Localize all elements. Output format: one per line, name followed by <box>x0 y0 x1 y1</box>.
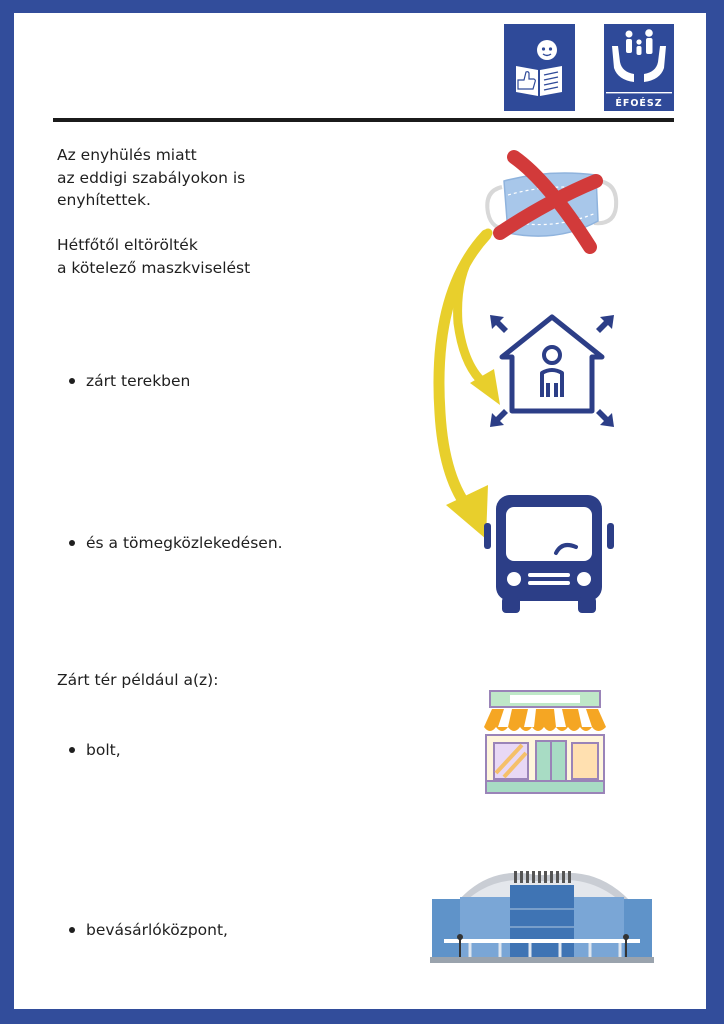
easy-read-icon <box>504 24 575 111</box>
example-heading: Zárt tér például a(z): <box>57 671 219 689</box>
house-person-icon <box>488 309 618 429</box>
bus-icon <box>484 493 614 617</box>
easy-read-logo <box>504 24 575 111</box>
page <box>14 13 706 1009</box>
intro-text: Az enyhülés miatt az eddigi szabályokon is enyhítettek. Hétfőtől eltörölték a kötelező maszkviselést <box>57 146 251 277</box>
bullet-closed-spaces: zárt terekben <box>69 370 190 392</box>
bullet-shop: bolt, <box>69 739 121 761</box>
bullet-public-transport: és a tömegközlekedésen. <box>69 532 283 554</box>
bullet-shopping-mall: bevásárlóközpont, <box>69 919 228 941</box>
shopping-mall-icon <box>430 861 654 965</box>
efoesz-logo-text: ÉFOÉSZ <box>615 98 663 109</box>
header-divider <box>53 118 674 122</box>
family-hands-icon <box>604 24 674 96</box>
efoesz-logo <box>604 24 674 111</box>
shop-icon <box>482 689 608 797</box>
